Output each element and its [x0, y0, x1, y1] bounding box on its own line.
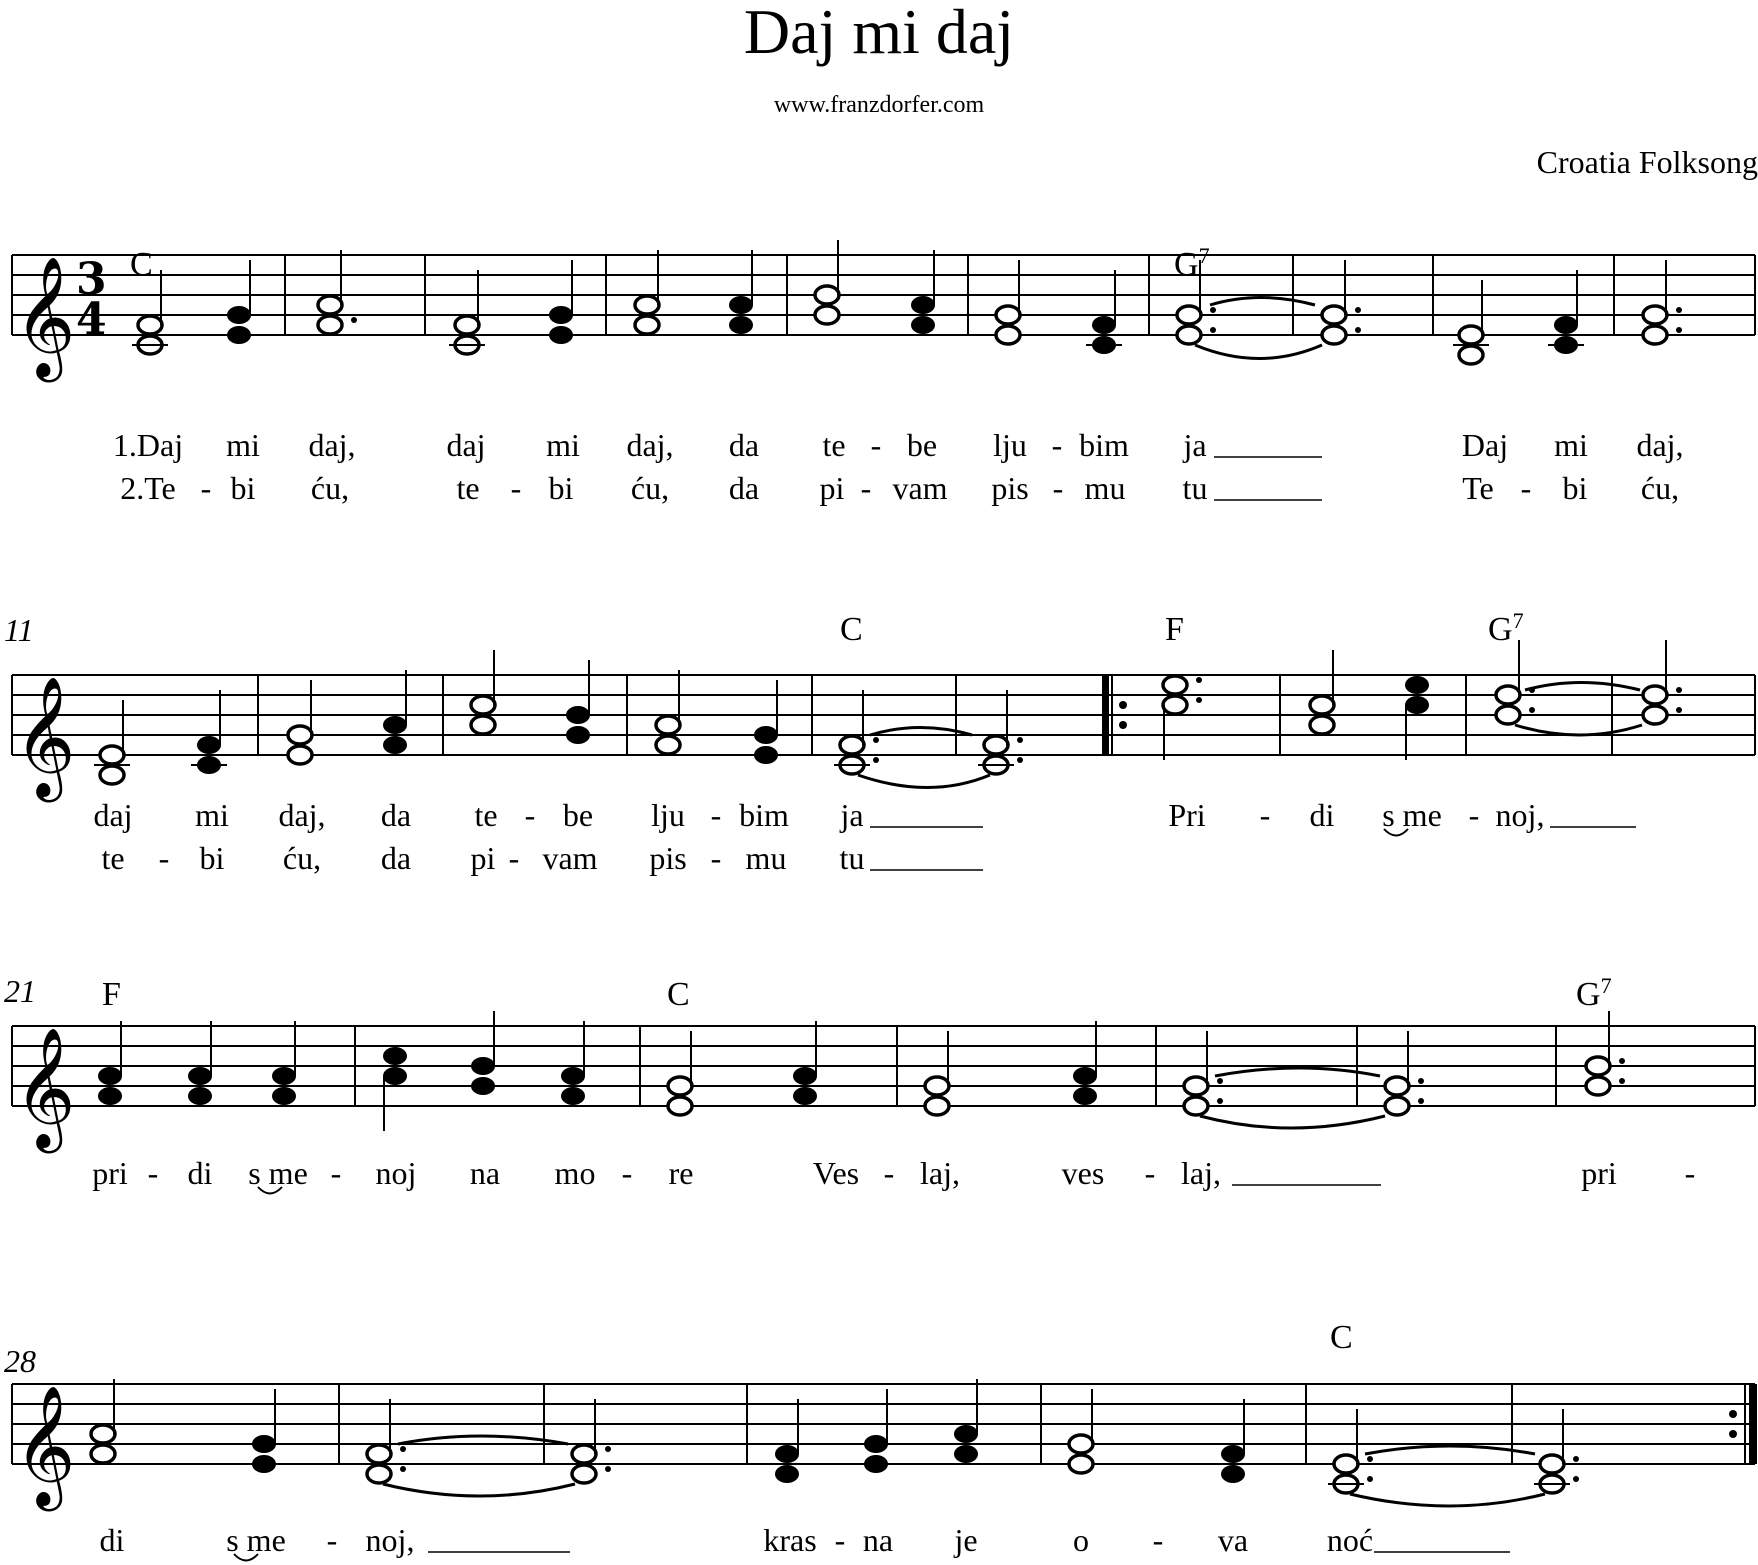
- tie: [1195, 345, 1322, 359]
- note-head: [252, 1455, 276, 1473]
- chord-symbol: C: [840, 611, 863, 648]
- lyric-syllable: -: [1152, 1522, 1164, 1558]
- lyric-syllable: pri: [1581, 1155, 1617, 1191]
- lyric-syllable: noj,: [1495, 797, 1545, 833]
- lyric-syllable: pi: [470, 840, 496, 876]
- note-head: [911, 316, 935, 334]
- chord-symbol: F: [102, 976, 121, 1013]
- note-head: [996, 326, 1020, 344]
- note-head: [1073, 1067, 1097, 1085]
- lyric-syllable: daj: [93, 797, 133, 833]
- lyric-syllable: 1.Daj: [112, 427, 184, 463]
- lyric-syllable: di: [1309, 797, 1335, 833]
- dot: [1573, 1476, 1579, 1482]
- note-head: [471, 1077, 495, 1095]
- chord-symbol: $G^7$: [1174, 243, 1210, 283]
- lyric-syllable: -: [883, 1155, 895, 1191]
- composer-credit: Croatia Folksong: [1536, 144, 1758, 180]
- lyric-syllable: -: [1259, 797, 1271, 833]
- lyric-syllable: te: [822, 427, 846, 463]
- dot: [1017, 757, 1023, 763]
- note-head: [1385, 1097, 1409, 1115]
- note-head: [656, 716, 680, 734]
- note-head: [668, 1097, 692, 1115]
- note-head: [911, 296, 935, 314]
- lyric-syllable: mu: [745, 840, 787, 876]
- treble-clef-icon: 𝄞: [14, 1384, 76, 1506]
- note-head: [1163, 696, 1187, 714]
- repeat-dot: [1119, 721, 1127, 729]
- note-head: [549, 306, 573, 324]
- note-head: [729, 296, 753, 314]
- dot: [1210, 307, 1216, 313]
- note-head: [668, 1077, 692, 1095]
- note-head: [572, 1445, 596, 1463]
- lyric-syllable: 2.Te: [120, 470, 176, 506]
- lyric-syllable: -: [1052, 470, 1064, 506]
- lyric-syllable: laj,: [1181, 1155, 1221, 1191]
- lyric-syllable: va: [1217, 1522, 1249, 1558]
- note-head: [561, 1067, 585, 1085]
- note-head: [367, 1465, 391, 1483]
- note-head: [383, 1047, 407, 1065]
- dot: [605, 1446, 611, 1452]
- tie: [1525, 683, 1640, 691]
- tie: [1200, 1116, 1385, 1128]
- dot: [1676, 687, 1682, 693]
- dot: [1619, 1058, 1625, 1064]
- chord-symbol: F: [1165, 611, 1184, 648]
- lyric-syllable: tu: [1182, 470, 1208, 506]
- lyric-syllable: Ves: [812, 1155, 860, 1191]
- lyric-syllable: be: [562, 797, 594, 833]
- lyric-syllable: bi: [199, 840, 225, 876]
- note-head: [572, 1465, 596, 1483]
- lyric-syllable: s me: [226, 1522, 286, 1558]
- chord-extension: 7: [1198, 243, 1210, 268]
- lyric-syllable: -: [710, 797, 722, 833]
- lyric-syllable: daj,: [1636, 427, 1684, 463]
- lyric-syllable: da: [728, 470, 760, 506]
- lyric-syllable: -: [860, 470, 872, 506]
- note-head: [1177, 306, 1201, 324]
- note-head: [252, 1435, 276, 1453]
- note-head: [100, 746, 124, 764]
- dot: [1676, 707, 1682, 713]
- lyric-syllable: di: [99, 1522, 125, 1558]
- note-head: [383, 716, 407, 734]
- note-head: [318, 296, 342, 314]
- dot: [1355, 307, 1361, 313]
- lyric-syllable: noć: [1326, 1522, 1374, 1558]
- lyric-syllable: -: [1468, 797, 1480, 833]
- lyric-syllable: pis: [991, 470, 1029, 506]
- note-head: [754, 726, 778, 744]
- note-head: [1092, 316, 1116, 334]
- note-head: [1322, 306, 1346, 324]
- lyric-syllable: te: [456, 470, 480, 506]
- tie: [858, 775, 990, 788]
- note-head: [288, 726, 312, 744]
- lyric-syllable: -: [1051, 427, 1063, 463]
- lyric-syllable: o: [1073, 1522, 1089, 1558]
- lyric-syllable: -: [326, 1522, 338, 1558]
- note-head: [272, 1067, 296, 1085]
- note-head: [1069, 1435, 1093, 1453]
- dot: [1676, 327, 1682, 333]
- note-head: [471, 1057, 495, 1075]
- note-head: [815, 306, 839, 324]
- lyric-syllable: ću,: [630, 470, 670, 506]
- note-head: [91, 1445, 115, 1463]
- note-head: [925, 1097, 949, 1115]
- lyric-syllable: -: [1520, 470, 1532, 506]
- lyric-syllable: -: [710, 840, 722, 876]
- song-title: Daj mi daj: [743, 0, 1015, 67]
- note-head: [1163, 676, 1187, 694]
- note-head: [1405, 696, 1429, 714]
- dot: [1418, 1078, 1424, 1084]
- lyric-syllable: vam: [892, 470, 948, 506]
- lyric-syllable: te: [101, 840, 125, 876]
- lyric-syllable: Te: [1462, 470, 1494, 506]
- lyric-syllable: pi: [819, 470, 845, 506]
- tie: [398, 1436, 568, 1444]
- note-head: [1184, 1097, 1208, 1115]
- staff-system-2: [12, 675, 1755, 755]
- note-head: [840, 736, 864, 754]
- lyric-syllable: da: [380, 797, 412, 833]
- tie: [1210, 298, 1315, 306]
- dot: [605, 1466, 611, 1472]
- lyric-syllable: be: [906, 427, 938, 463]
- repeat-start-thick-bar: [1102, 675, 1109, 755]
- dot: [1367, 1476, 1373, 1482]
- tie: [1365, 1446, 1535, 1454]
- lyric-syllable: tu: [839, 840, 865, 876]
- note-head: [383, 736, 407, 754]
- note-head: [1586, 1077, 1610, 1095]
- lyric-syllable: ja: [840, 797, 864, 833]
- note-head: [925, 1077, 949, 1095]
- note-head: [754, 746, 778, 764]
- lyric-syllable: lju: [993, 427, 1027, 463]
- note-head: [549, 326, 573, 344]
- note-head: [864, 1435, 888, 1453]
- dot: [873, 737, 879, 743]
- lyric-syllable: mi: [226, 427, 260, 463]
- dot: [351, 317, 357, 323]
- repeat-dot: [1119, 701, 1127, 709]
- lyric-syllable: -: [870, 427, 882, 463]
- note-head: [383, 1067, 407, 1085]
- tie: [1350, 1494, 1545, 1506]
- note-head: [188, 1087, 212, 1105]
- note-head: [1496, 706, 1520, 724]
- lyric-syllable: bi: [1562, 470, 1588, 506]
- note-head: [471, 696, 495, 714]
- note-head: [954, 1445, 978, 1463]
- note-head: [1184, 1077, 1208, 1095]
- note-head: [775, 1445, 799, 1463]
- note-head: [1540, 1455, 1564, 1473]
- lyric-syllable: vam: [542, 840, 598, 876]
- note-head: [91, 1425, 115, 1443]
- lyric-syllable: da: [380, 840, 412, 876]
- tie: [1215, 1068, 1380, 1076]
- note-head: [1177, 326, 1201, 344]
- lyric-syllable: laj,: [920, 1155, 960, 1191]
- note-head: [1310, 696, 1334, 714]
- dot: [1418, 1098, 1424, 1104]
- note-head: [775, 1465, 799, 1483]
- chord-symbol: C: [667, 976, 690, 1013]
- note-head: [561, 1087, 585, 1105]
- lyric-syllable: -: [621, 1155, 633, 1191]
- repeat-dot: [1729, 1410, 1737, 1418]
- lyric-syllable: na: [469, 1155, 501, 1191]
- note-head: [272, 1087, 296, 1105]
- staff-system-4: [12, 1384, 1755, 1464]
- note-head: [566, 706, 590, 724]
- lyric-syllable: pis: [649, 840, 687, 876]
- note-head: [1459, 326, 1483, 344]
- lyric-syllable: -: [524, 797, 536, 833]
- time-signature-bottom: 4: [76, 294, 107, 345]
- lyric-syllable: daj,: [308, 427, 356, 463]
- lyric-syllable: mi: [546, 427, 580, 463]
- note-head: [471, 716, 495, 734]
- lyric-syllable: s me: [248, 1155, 308, 1191]
- chord-symbol: $G^7$: [1488, 608, 1524, 648]
- note-head: [1496, 686, 1520, 704]
- tie: [383, 1484, 575, 1496]
- lyric-syllable: Daj: [1461, 427, 1509, 463]
- lyrics-system-3: [92, 1155, 1695, 1191]
- note-head: [138, 316, 162, 334]
- note-head: [1586, 1057, 1610, 1075]
- note-head: [100, 766, 124, 784]
- note-head: [1069, 1455, 1093, 1473]
- lyric-syllable: pri: [92, 1155, 128, 1191]
- lyric-syllable: mi: [195, 797, 229, 833]
- time-signature-top: 3: [76, 254, 107, 305]
- chord-symbol: $G^7$: [1576, 973, 1612, 1013]
- treble-clef-icon: 𝄞: [14, 675, 76, 797]
- note-head: [98, 1087, 122, 1105]
- note-head: [1385, 1077, 1409, 1095]
- note-head: [729, 316, 753, 334]
- lyric-syllable: kras: [763, 1522, 817, 1558]
- lyric-syllable: re: [668, 1155, 694, 1191]
- tie: [1515, 725, 1642, 735]
- note-head: [367, 1445, 391, 1463]
- note-head: [793, 1087, 817, 1105]
- note-head: [984, 736, 1008, 754]
- lyric-syllable: -: [508, 840, 520, 876]
- lyric-syllable: na: [862, 1522, 894, 1558]
- notes-system-4: [91, 1379, 1579, 1506]
- lyric-syllable: -: [200, 470, 212, 506]
- lyric-syllable: di: [187, 1155, 213, 1191]
- lyric-syllable: -: [1144, 1155, 1156, 1191]
- lyric-syllable: mi: [1554, 427, 1588, 463]
- note-head: [227, 326, 251, 344]
- lyric-syllable: je: [954, 1522, 978, 1558]
- lyrics-system-2: [93, 797, 1544, 876]
- lyric-syllable: -: [330, 1155, 342, 1191]
- treble-clef-icon: 𝄞: [14, 255, 76, 377]
- lyric-syllable: ću,: [310, 470, 350, 506]
- notes-system-3: [98, 1011, 1625, 1131]
- note-head: [815, 286, 839, 304]
- dot: [400, 1466, 406, 1472]
- lyric-syllable: -: [158, 840, 170, 876]
- lyric-syllable: bi: [548, 470, 574, 506]
- note-head: [635, 296, 659, 314]
- note-head: [1221, 1465, 1245, 1483]
- dot: [1676, 307, 1682, 313]
- chord-extension: 7: [1600, 973, 1612, 998]
- dot: [1619, 1078, 1625, 1084]
- lyric-syllable: lju: [651, 797, 685, 833]
- lyric-syllable: bim: [1079, 427, 1129, 463]
- treble-clef-icon: 𝄞: [14, 1026, 76, 1148]
- lyric-syllable: te: [474, 797, 498, 833]
- dot: [1217, 1078, 1223, 1084]
- notes-system-2: [94, 640, 1682, 788]
- dot: [1017, 737, 1023, 743]
- staff-system-1: [12, 255, 1755, 335]
- dot: [1210, 327, 1216, 333]
- lyrics-system-1: [113, 427, 1684, 506]
- lyric-syllable: mu: [1084, 470, 1126, 506]
- measure-number: 21: [4, 973, 36, 1009]
- note-head: [1334, 1455, 1358, 1473]
- note-head: [1643, 686, 1667, 704]
- website-credit: www.franzdorfer.com: [773, 92, 985, 118]
- note-head: [1643, 326, 1667, 344]
- note-head: [1643, 306, 1667, 324]
- note-head: [1322, 326, 1346, 344]
- note-head: [1405, 676, 1429, 694]
- note-head: [98, 1067, 122, 1085]
- lyric-syllable: -: [1684, 1155, 1696, 1191]
- repeat-end-thick-bar: [1749, 1384, 1757, 1464]
- lyric-syllable: ću,: [282, 840, 322, 876]
- chord-symbol: C: [130, 246, 153, 283]
- lyric-syllable: da: [728, 427, 760, 463]
- note-head: [635, 316, 659, 334]
- note-head: [793, 1067, 817, 1085]
- lyric-syllable: bim: [739, 797, 789, 833]
- lyric-syllable: daj: [446, 427, 486, 463]
- lyric-syllable: daj,: [278, 797, 326, 833]
- lyric-syllable: -: [147, 1155, 159, 1191]
- dot: [1217, 1098, 1223, 1104]
- measure-number: 11: [4, 612, 34, 648]
- dot: [1196, 677, 1202, 683]
- lyric-syllable: -: [834, 1522, 846, 1558]
- notes-system-1: [132, 240, 1682, 364]
- dot: [1355, 327, 1361, 333]
- lyric-syllable: ja: [1183, 427, 1207, 463]
- repeat-dot: [1729, 1430, 1737, 1438]
- lyric-syllable: noj: [375, 1155, 417, 1191]
- note-head: [656, 736, 680, 754]
- note-head: [996, 306, 1020, 324]
- note-head: [954, 1425, 978, 1443]
- note-head: [318, 316, 342, 334]
- note-head: [455, 316, 479, 334]
- note-head: [1459, 346, 1483, 364]
- dot: [400, 1446, 406, 1452]
- lyric-syllable: Pri: [1168, 797, 1206, 833]
- note-head: [1073, 1087, 1097, 1105]
- note-head: [1310, 716, 1334, 734]
- note-head: [1221, 1445, 1245, 1463]
- note-head: [566, 726, 590, 744]
- lyric-syllable: daj,: [626, 427, 674, 463]
- dot: [873, 757, 879, 763]
- note-head: [188, 1067, 212, 1085]
- lyric-syllable: mo: [554, 1155, 596, 1191]
- lyrics-system-4: [100, 1522, 1374, 1558]
- note-head: [288, 746, 312, 764]
- note-head: [197, 736, 221, 754]
- lyric-syllable: noj,: [365, 1522, 415, 1558]
- dot: [1196, 697, 1202, 703]
- dot: [1367, 1456, 1373, 1462]
- note-head: [864, 1455, 888, 1473]
- note-head: [227, 306, 251, 324]
- lyric-syllable: ću,: [1640, 470, 1680, 506]
- note-head: [1643, 706, 1667, 724]
- lyric-syllable: s me: [1382, 797, 1442, 833]
- lyric-syllable: -: [510, 470, 522, 506]
- measure-number: 28: [4, 1343, 36, 1379]
- chord-extension: 7: [1512, 608, 1524, 633]
- note-head: [1554, 316, 1578, 334]
- lyric-syllable: ves: [1061, 1155, 1105, 1191]
- chord-symbol: C: [1330, 1319, 1353, 1356]
- dot: [1573, 1456, 1579, 1462]
- dot: [1529, 707, 1535, 713]
- lyric-syllable: bi: [230, 470, 256, 506]
